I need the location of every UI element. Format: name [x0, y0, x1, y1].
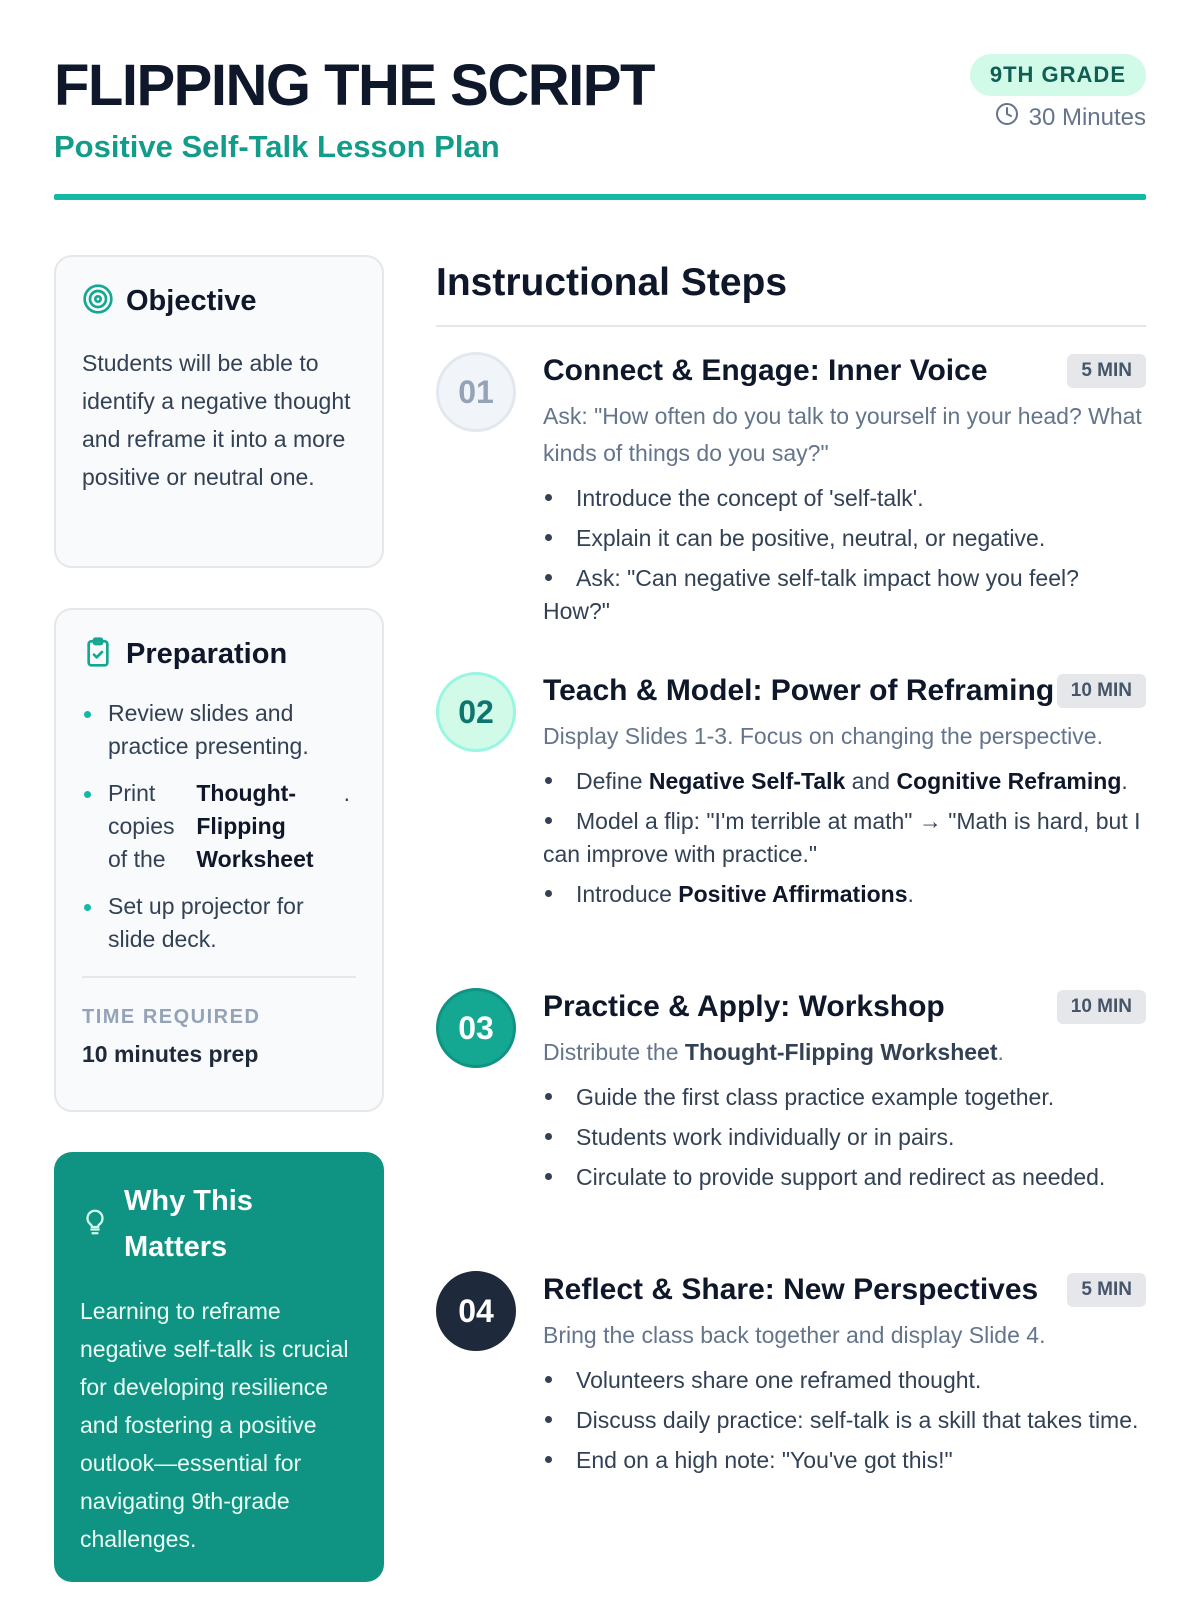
list-item: Explain it can be positive, neutral, or negative. — [543, 522, 1146, 555]
list-item: End on a high note: "You've got this!" — [543, 1444, 1146, 1477]
lightbulb-icon — [80, 1207, 110, 1242]
step-title: Connect & Engage: Inner Voice — [543, 354, 988, 387]
duration-badge: 10 MIN — [1057, 990, 1146, 1024]
list-item: Students work individually or in pairs. — [543, 1121, 1146, 1154]
step-lead: Ask: "How often do you talk to yourself in your head? What kinds of things do you say?" — [543, 403, 1142, 466]
step-lead: Display Slides 1-3. Focus on changing the perspective. — [543, 723, 1103, 749]
step-title: Reflect & Share: New Perspectives — [543, 1273, 1039, 1306]
time-required-label: TIME REQUIRED — [82, 1006, 261, 1028]
why-text: Learning to reframe negative self-talk is crucial for developing resilience and fostering a positive outlook—essential for navigating 9th-grade challenges. — [80, 1298, 349, 1552]
step-title: Practice & Apply: Workshop — [543, 990, 945, 1023]
step-number: 04 — [436, 1271, 516, 1351]
list-item: Review slides and practice presenting. — [82, 697, 356, 763]
list-item: Set up projector for slide deck. — [82, 890, 356, 956]
page-header — [54, 52, 1146, 166]
section-title: Instructional Steps — [436, 261, 788, 304]
step-number: 01 — [436, 352, 516, 432]
preparation-title: Preparation — [126, 638, 288, 670]
list-item: Ask: "Can negative self-talk impact how you feel? How?" — [543, 565, 1079, 624]
sidebar — [54, 255, 384, 1582]
step-title: Teach & Model: Power of Reframing — [543, 674, 1055, 707]
list-item: Circulate to provide support and redirect as needed. — [543, 1161, 1146, 1194]
list-item: Volunteers share one reframed thought. — [543, 1364, 1146, 1397]
step-number: 02 — [436, 672, 516, 752]
duration-text: 30 Minutes — [1028, 103, 1146, 131]
duration — [970, 102, 1146, 133]
list-item: Discuss daily practice: self-talk is a skill that takes time. — [543, 1404, 1146, 1437]
instructional-steps — [436, 255, 1146, 1473]
list-item: Model a flip: "I'm terrible at math" → "Math is hard, but I can improve with practice." — [543, 808, 1141, 867]
grade-badge: 9TH GRADE — [970, 54, 1146, 96]
clock-icon — [995, 102, 1019, 133]
list-item: Guide the first class practice example together. — [543, 1081, 1146, 1114]
step-number: 03 — [436, 988, 516, 1068]
clipboard-check-icon — [82, 636, 114, 673]
divider — [436, 325, 1146, 327]
target-icon — [82, 283, 114, 320]
worksheet-name: Thought-Flipping Worksheet — [196, 780, 314, 872]
list-item: Print copies of the Thought-Flipping Worksheet . — [82, 777, 356, 876]
preparation-card — [54, 608, 384, 1112]
why-title: Why This Matters — [124, 1185, 253, 1263]
objective-card — [54, 255, 384, 568]
step-lead: Distribute the Thought-Flipping Worksheet. — [543, 1039, 1004, 1065]
time-required-value: 10 minutes prep — [82, 1041, 259, 1067]
duration-badge: 5 MIN — [1067, 354, 1146, 388]
preparation-list — [82, 697, 356, 956]
page-subtitle: Positive Self-Talk Lesson Plan — [54, 129, 500, 164]
lesson-meta — [970, 54, 1146, 133]
page-title: FLIPPING THE SCRIPT — [54, 53, 654, 118]
duration-badge: 10 MIN — [1057, 674, 1146, 708]
list-item: Introduce Positive Affirmations. — [543, 878, 1146, 911]
divider — [82, 976, 356, 978]
header-divider — [54, 194, 1146, 200]
list-item: Define Negative Self-Talk and Cognitive Reframing. — [543, 765, 1146, 798]
objective-title: Objective — [126, 285, 257, 317]
duration-badge: 5 MIN — [1067, 1273, 1146, 1307]
why-card — [54, 1152, 384, 1582]
objective-text: Students will be able to identify a negative thought and reframe it into a more positive or neutral one. — [82, 350, 351, 490]
list-item: Introduce the concept of 'self-talk'. — [543, 482, 1146, 515]
step-lead: Bring the class back together and display Slide 4. — [543, 1322, 1046, 1348]
